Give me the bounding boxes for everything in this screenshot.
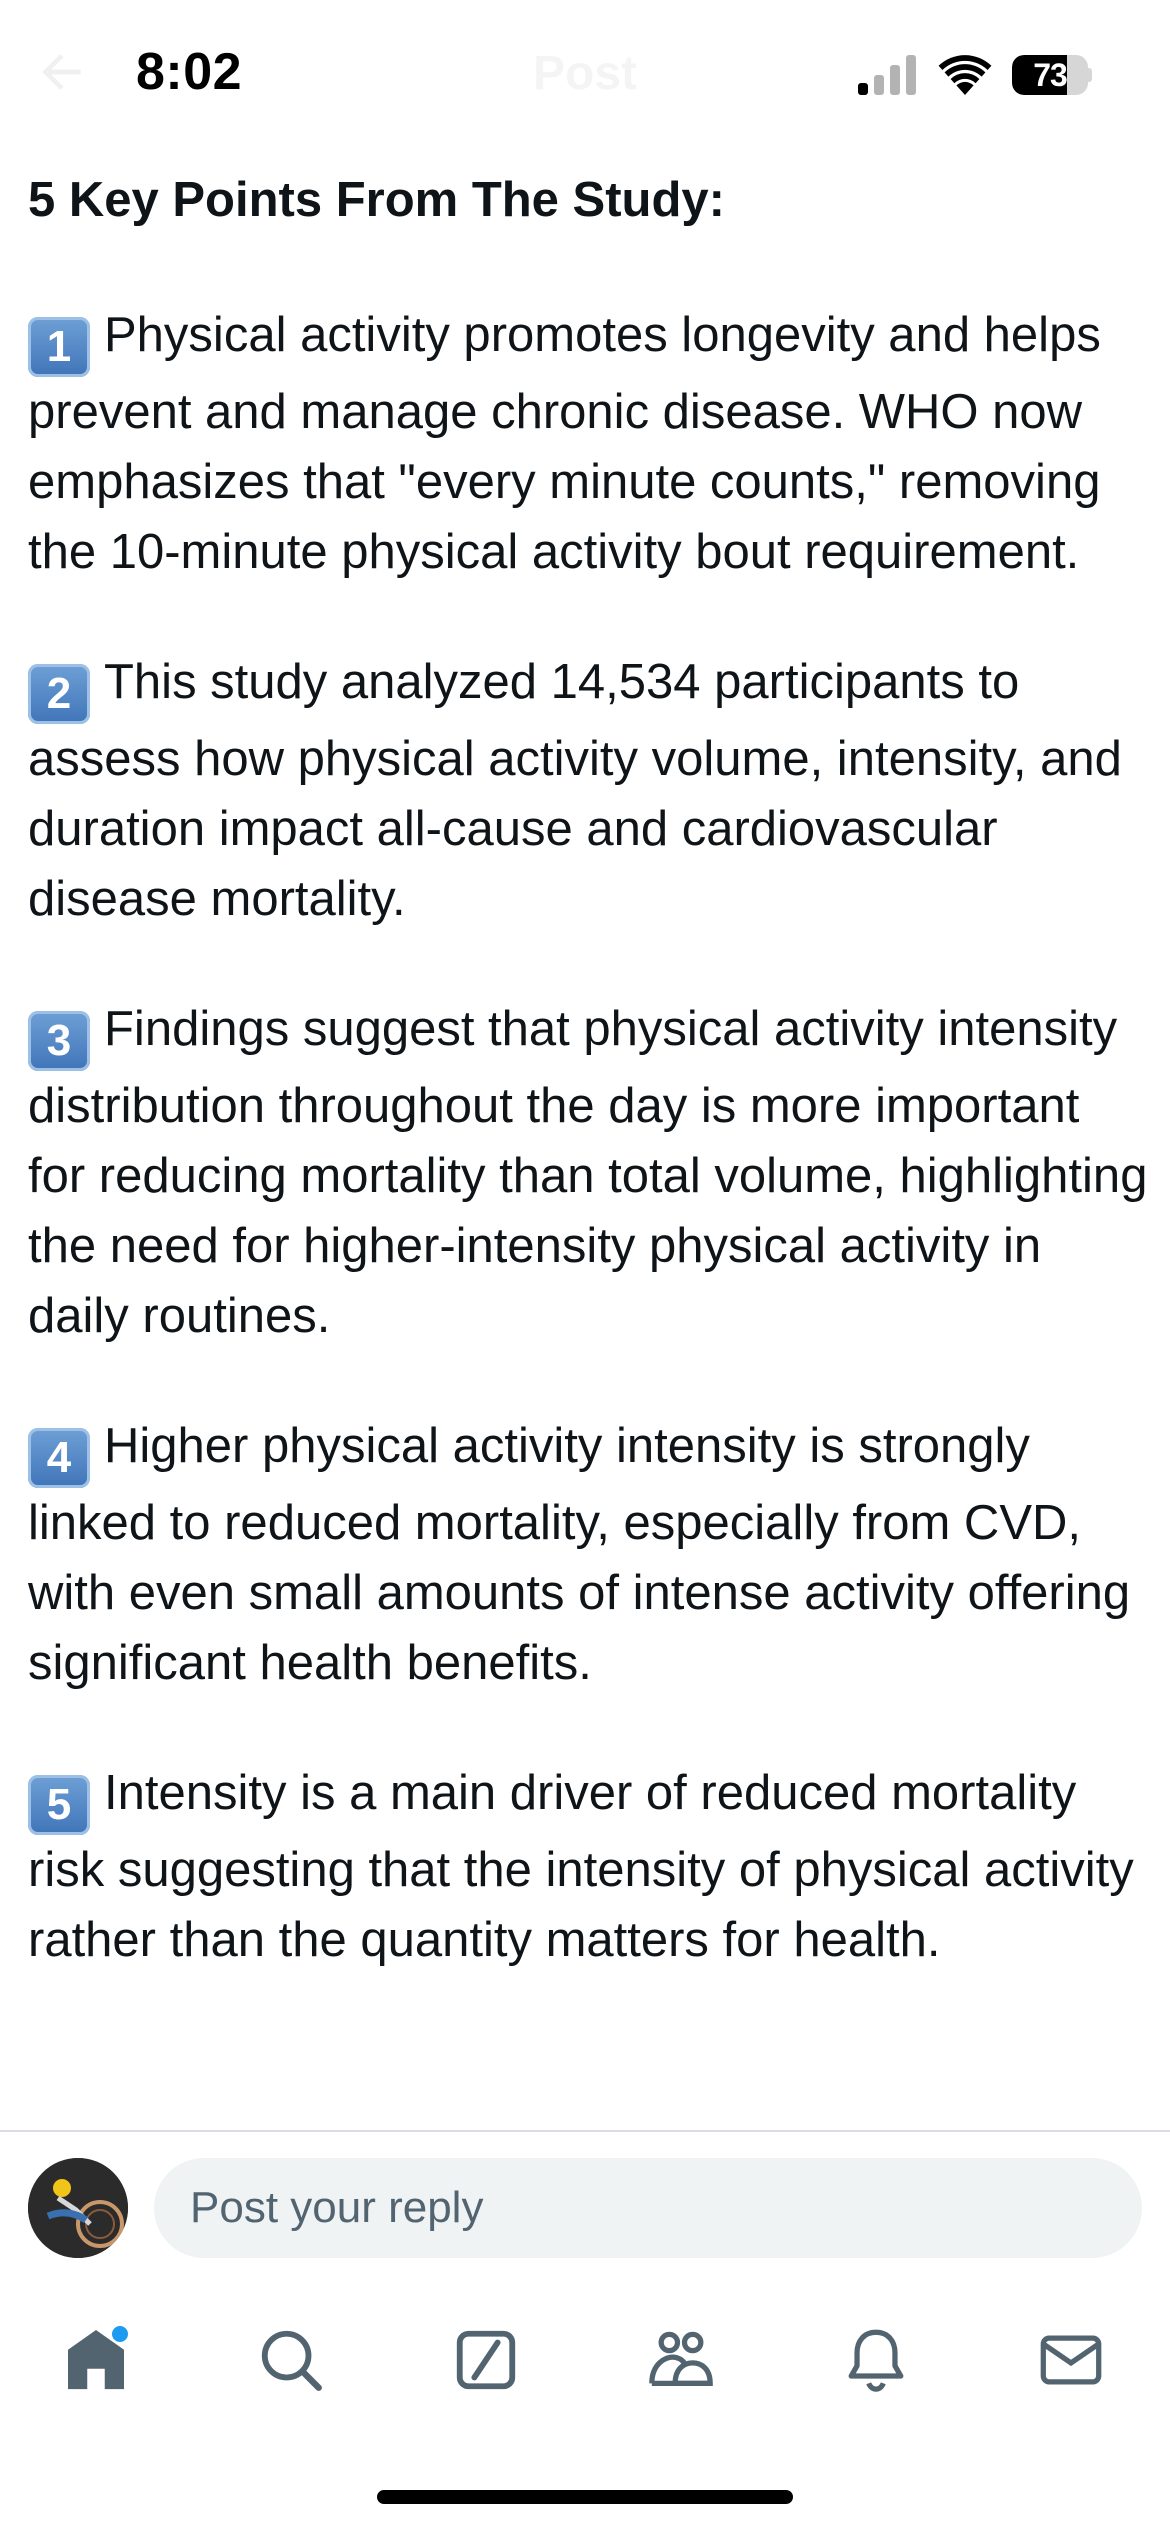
post-heading: 5 Key Points From The Study: [28,173,725,227]
key-point [28,300,1148,587]
communities-icon [646,2325,716,2395]
nav-grok[interactable] [446,2320,526,2400]
status-time: 8:02 [136,43,243,101]
key-point-text: This study analyzed 14,534 participants to assess how physical activity volume, intensity, and duration impact all-cause and cardiovascular disease mortality. [28,655,1122,926]
key-point [28,1411,1148,1698]
nav-search[interactable] [251,2320,331,2400]
bell-icon [841,2325,911,2395]
home-indicator[interactable] [377,2490,793,2504]
grok-icon [451,2325,521,2395]
wifi-icon [938,55,992,95]
battery-percent: 73 [1033,57,1067,93]
key-point [28,647,1148,934]
user-avatar[interactable] [28,2158,128,2258]
keycap-1-icon: 1 [28,317,90,377]
keycap-5-icon: 5 [28,1775,90,1835]
keycap-2-icon: 2 [28,664,90,724]
key-point-text: Findings suggest that physical activity intensity distribution throughout the day is more important for reducing mortality than total volume, highlighting the need for higher-intensity physical activity in daily routines. [28,1002,1148,1343]
bottom-nav [0,2300,1170,2420]
key-point [28,994,1148,1351]
nav-home[interactable] [56,2320,136,2400]
avatar-cyclist-icon [28,2158,128,2258]
reply-divider [0,2130,1170,2132]
cellular-signal-icon [858,55,918,95]
battery-icon [1012,55,1092,95]
status-bar [0,0,1170,150]
key-point-text: Intensity is a main driver of reduced mortality risk suggesting that the intensity of physical activity rather than the quantity matters for health. [28,1766,1134,1967]
keycap-4-icon: 4 [28,1428,90,1488]
nav-messages[interactable] [1031,2320,1111,2400]
keycap-3-icon: 3 [28,1011,90,1071]
battery-cap [1088,68,1092,82]
nav-notifications[interactable] [836,2320,916,2400]
reply-input[interactable] [154,2158,1142,2258]
key-point [28,1758,1148,1975]
nav-communities[interactable] [641,2320,721,2400]
post-body [28,160,1148,2024]
status-icons [858,52,1092,98]
search-icon [256,2325,326,2395]
mail-icon [1036,2325,1106,2395]
key-point-text: Higher physical activity intensity is strongly linked to reduced mortality, especially from CVD, with even small amounts of intense activity offering significant health benefits. [28,1419,1131,1690]
notification-dot [112,2326,128,2342]
battery-body [1012,55,1088,95]
key-point-text: Physical activity promotes longevity and helps prevent and manage chronic disease. WHO now emphasizes that "every minute counts," removing the 10-minute physical activity bout requirement. [28,308,1101,579]
